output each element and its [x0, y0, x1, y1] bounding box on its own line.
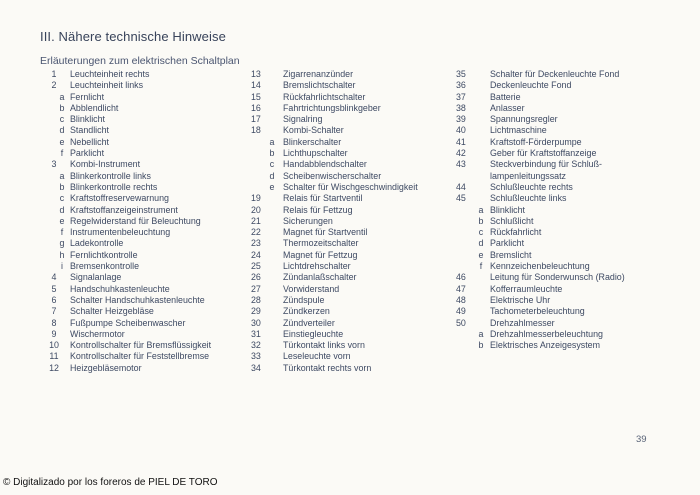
legend-text: Kraftstoffreservewarnung: [70, 193, 169, 204]
legend-text: Elektrische Uhr: [490, 294, 551, 305]
legend-text: Schalter für Wischgeschwindigkeit: [283, 181, 418, 192]
legend-text: Elektrisches Anzeigesystem: [490, 340, 600, 351]
legend-sub-letter: d: [59, 125, 65, 136]
legend-number: 12: [49, 362, 59, 373]
legend-text: Vorwiderstand: [283, 283, 340, 294]
legend-text: Zündkerzen: [283, 306, 330, 317]
legend-text: Wischermotor: [70, 328, 125, 339]
legend-number: 36: [456, 80, 466, 91]
legend-sub-letter: a: [59, 91, 65, 102]
legend-number: 50: [456, 317, 466, 328]
legend-text: Zigarrenanzünder: [283, 69, 354, 79]
legend-text: Lichthupschalter: [283, 148, 348, 159]
legend-number: 6: [51, 294, 57, 305]
legend-text: Fernlicht: [70, 91, 105, 102]
legend-number: 34: [251, 362, 261, 373]
legend-text: Kombi-Schalter: [283, 125, 344, 136]
legend-text: Bremslichtschalter: [283, 80, 356, 91]
legend-text: Relais für Fettzug: [283, 204, 353, 215]
legend-number: 40: [456, 125, 466, 136]
legend-number: 9: [51, 328, 57, 339]
legend-text: Leitung für Sonderwunsch (Radio): [490, 272, 625, 283]
legend-text: Batterie: [490, 91, 521, 102]
legend-number: 45: [456, 193, 466, 204]
legend-number: 18: [251, 125, 261, 136]
legend-number: 20: [251, 204, 261, 215]
legend-text: Instrumentenbeleuchtung: [70, 227, 171, 238]
legend-text: Heizgebläsemotor: [70, 362, 142, 373]
legend-number: 38: [456, 102, 466, 113]
legend-number: 7: [51, 306, 57, 317]
legend-text: Standlicht: [70, 125, 109, 136]
legend-sub-letter: b: [269, 148, 275, 159]
legend-text: Schalter Heizgebläse: [70, 306, 154, 317]
legend-text: Anlasser: [490, 102, 525, 113]
legend-sub-letter: h: [59, 249, 65, 260]
legend-number: 2: [51, 80, 57, 91]
legend-text: Einstiegleuchte: [283, 328, 344, 339]
legend-number: 37: [456, 91, 466, 102]
legend-sub-letter: e: [478, 249, 484, 260]
legend-text: Kontrollschalter für Feststellbremse: [70, 351, 210, 362]
legend-sub-letter: b: [59, 102, 65, 113]
legend-text: Türkontakt rechts vorn: [283, 362, 372, 373]
legend-sub-letter: c: [269, 159, 275, 170]
legend-text: Abblendlicht: [70, 102, 119, 113]
page-heading: III. Nähere technische Hinweise: [40, 29, 226, 44]
legend-number: 48: [456, 294, 466, 305]
legend-text: Schalter Handschuhkastenleuchte: [70, 294, 205, 305]
legend-text: Scheibenwischerschalter: [283, 170, 382, 181]
legend-number: 22: [251, 227, 261, 238]
legend-text: Magnet für Startventil: [283, 227, 368, 238]
legend-number: 27: [251, 283, 261, 294]
legend-text: Nebellicht: [70, 136, 109, 147]
legend-text: Kraftstoff-Förderpumpe: [490, 136, 582, 147]
legend-sub-letter: i: [61, 261, 63, 272]
legend-sub-letter: c: [478, 227, 484, 238]
legend-text: Schlußleuchte links: [490, 193, 567, 204]
legend-text: Bremslicht: [490, 249, 532, 260]
legend-text: Lichtmaschine: [490, 125, 547, 136]
legend-number: 24: [251, 249, 261, 260]
legend-sub-letter: a: [59, 170, 65, 181]
legend-sub-letter: a: [478, 204, 484, 215]
legend-text: Schlußleuchte rechts: [490, 181, 573, 192]
legend-number: 21: [251, 215, 261, 226]
legend-text: Schalter für Deckenleuchte Fond: [490, 69, 620, 79]
legend-number: 1: [51, 69, 57, 79]
legend-text: Zündanlaßschalter: [283, 272, 357, 283]
legend-sub-letter: b: [478, 215, 484, 226]
legend-text: Rückfahrlicht: [490, 227, 542, 238]
legend-sub-letter: f: [479, 261, 483, 272]
legend-sub-letter: c: [59, 114, 65, 125]
legend-text: Geber für Kraftstoffanzeige: [490, 148, 597, 159]
legend-text: Zündspule: [283, 294, 325, 305]
legend-number: 8: [51, 317, 57, 328]
legend-text: Blinkerschalter: [283, 136, 342, 147]
legend-number: 15: [251, 91, 261, 102]
legend-text: Signalanlage: [70, 272, 122, 283]
legend-number: 30: [251, 317, 261, 328]
legend-number: 49: [456, 306, 466, 317]
legend-text: Handschuhkastenleuchte: [70, 283, 170, 294]
legend-text: Drehzahlmesserbeleuchtung: [490, 328, 603, 339]
legend-text: Parklicht: [490, 238, 525, 249]
legend-text: Blinklicht: [70, 114, 106, 125]
legend-text: Blinkerkontrolle rechts: [70, 181, 158, 192]
legend-number: 17: [251, 114, 261, 125]
legend-text: Deckenleuchte Fond: [490, 80, 572, 91]
legend-sub-letter: d: [269, 170, 275, 181]
legend-text: Schlußlicht: [490, 215, 534, 226]
legend-text: Leuchteinheit links: [70, 80, 144, 91]
legend-text: Blinklicht: [490, 204, 526, 215]
legend-text: Fernlichtkontrolle: [70, 249, 138, 260]
legend-number: 19: [251, 193, 261, 204]
legend-number: 13: [251, 69, 261, 79]
legend-number: 26: [251, 272, 261, 283]
legend-number: 39: [456, 114, 466, 125]
legend-number: 5: [51, 283, 57, 294]
legend-text: Sicherungen: [283, 215, 333, 226]
legend-number: 47: [456, 283, 466, 294]
legend-sub-letter: e: [59, 215, 65, 226]
legend-number: 3: [51, 159, 57, 170]
legend-text: Blinkerkontrolle links: [70, 170, 151, 181]
legend-sub-letter: e: [59, 136, 65, 147]
legend-text: Drehzahlmesser: [490, 317, 555, 328]
legend-text: Rückfahrlichtschalter: [283, 91, 366, 102]
legend-number: 28: [251, 294, 261, 305]
legend-text: Relais für Startventil: [283, 193, 363, 204]
legend-text: Regelwiderstand für Beleuchtung: [70, 215, 201, 226]
legend-text: lampenleitungssatz: [490, 170, 566, 181]
legend-text: Handabblendschalter: [283, 159, 367, 170]
legend-text: Tachometerbeleuchtung: [490, 306, 585, 317]
legend-number: 41: [456, 136, 466, 147]
legend-text: Türkontakt links vorn: [283, 340, 365, 351]
legend-number: 23: [251, 238, 261, 249]
legend-text: Kontrollschalter für Bremsflüssigkeit: [70, 340, 212, 351]
legend-number: 33: [251, 351, 261, 362]
legend-text: Bremsenkontrolle: [70, 261, 140, 272]
legend-number: 31: [251, 328, 261, 339]
legend-text: Kennzeichenbeleuchtung: [490, 261, 590, 272]
legend-sub-letter: d: [59, 204, 65, 215]
legend-number: 10: [49, 340, 59, 351]
legend-text: Kombi-Instrument: [70, 159, 141, 170]
legend-number: 11: [49, 351, 59, 362]
legend-text: Spannungsregler: [490, 114, 558, 125]
legend-number: 44: [456, 181, 466, 192]
legend-text: Leseleuchte vorn: [283, 351, 351, 362]
legend-sub-letter: g: [59, 238, 65, 249]
legend-sub-letter: f: [60, 148, 64, 159]
legend-text: Zündverteiler: [283, 317, 335, 328]
page-number: 39: [636, 434, 647, 445]
legend-text: Fußpumpe Scheibenwascher: [70, 317, 186, 328]
legend-text: Parklicht: [70, 148, 105, 159]
legend-text: Thermozeitschalter: [283, 238, 359, 249]
section-subheading: Erläuterungen zum elektrischen Schaltplan: [40, 55, 240, 67]
legend-text: Fahrtrichtungsblinkgeber: [283, 102, 381, 113]
legend-text: Steckverbindung für Schluß-: [490, 159, 602, 170]
legend-text: Kraftstoffanzeigeinstrument: [70, 204, 178, 215]
legend-number: 25: [251, 261, 261, 272]
legend-number: 16: [251, 102, 261, 113]
legend-text: Leuchteinheit rechts: [70, 69, 150, 79]
legend-number: 32: [251, 340, 261, 351]
legend-number: 43: [456, 159, 466, 170]
legend-sub-letter: d: [478, 238, 484, 249]
legend-number: 29: [251, 306, 261, 317]
legend-sub-letter: e: [269, 181, 275, 192]
legend-sub-letter: a: [478, 328, 484, 339]
legend-number: 46: [456, 272, 466, 283]
legend-number: 42: [456, 148, 466, 159]
legend-sub-letter: a: [269, 136, 275, 147]
legend-sub-letter: f: [60, 227, 64, 238]
legend-text: Lichtdrehschalter: [283, 261, 351, 272]
legend-number: 14: [251, 80, 261, 91]
legend-text: Signalring: [283, 114, 323, 125]
legend-number: 4: [51, 272, 57, 283]
legend-text: Kofferraumleuchte: [490, 283, 563, 294]
legend-sub-letter: c: [59, 193, 65, 204]
legend-text: Ladekontrolle: [70, 238, 124, 249]
footer-credit: © Digitalizado por los foreros de PIEL DE TORO: [3, 477, 218, 488]
legend-sub-letter: b: [59, 181, 65, 192]
legend-text: Magnet für Fettzug: [283, 249, 358, 260]
legend-number: 35: [456, 69, 466, 79]
legend-sub-letter: b: [478, 340, 484, 351]
